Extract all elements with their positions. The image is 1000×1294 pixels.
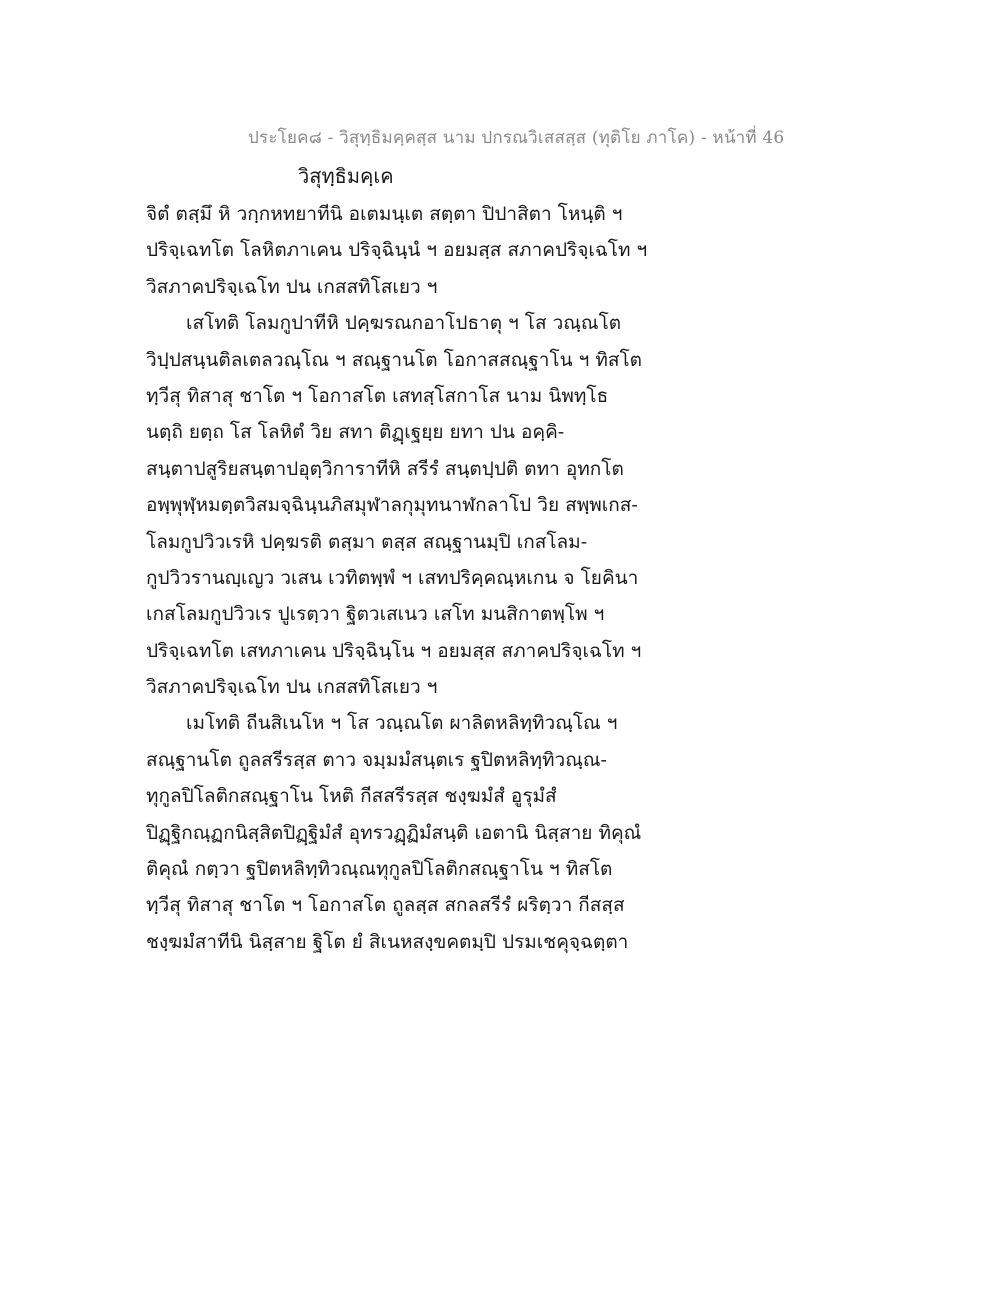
- text-line: วิสภาคปริจฺเฉโท ปน เกสสทิโสเยว ฯ: [146, 676, 438, 699]
- text-line: ชงฺฆมํสาทีนิ นิสฺสาย ฐิโต ยํ สิเนหสงฺขคตมฺปิ ปรมเชคุจฺฉตฺตา: [146, 930, 629, 953]
- page-subtitle: วิสุทฺธิมคฺเค: [298, 164, 394, 188]
- text-line: วิสภาคปริจฺเฉโท ปน เกสสทิโสเยว ฯ: [146, 275, 438, 298]
- paragraph-start-line: เสโทติ โลมกูปาทีหิ ปคฺฆรณกอาโปธาตุ ฯ โส วณฺณโต: [186, 312, 622, 335]
- text-line: กูปวิวรานญฺเญว วเสน เวทิตพฺพํ ฯ เสทปริคฺคณฺหเกน จ โยคินา: [146, 566, 639, 589]
- text-line: วิปฺปสนฺนติลเตลวณฺโณ ฯ สณฺฐานโต โอกาสสณฺฐาโน ฯ ทิสโต: [146, 348, 643, 371]
- text-line: สณฺฐานโต ถูลสรีรสฺส ตาว จมฺมมํสนฺตเร ฐปิตหลิทฺทิวณฺณ-: [146, 748, 607, 771]
- text-line: ทฺวีสุ ทิสาสุ ชาโต ฯ โอกาสโต เสทสฺโสกาโส นาม นิพทฺโธ: [146, 384, 609, 407]
- text-line: จิตํ ตสฺมึ หิ วกฺกหทยาทีนิ อเตมนฺเต สตฺตา ปิปาสิตา โหนฺติ ฯ: [146, 203, 623, 225]
- text-line: ปิฏฺฐิกณฺฏกนิสฺสิตปิฏฺฐิมํสํ อุทรวฏฺฏิมํสนฺติ เอตานิ นิสฺสาย ทิคุณํ: [146, 821, 642, 844]
- text-line: เกสโลมกูปวิวเร ปูเรตฺวา ฐิตวเสเนว เสโท มนสิกาตพฺโพ ฯ: [146, 603, 605, 626]
- paragraph-start-line: เมโทติ ถีนสิเนโห ฯ โส วณฺณโต ผาลิตหลิทฺทิวณฺโณ ฯ: [186, 712, 618, 735]
- text-line: อพฺพุฬฺหมตฺตวิสมจฺฉินฺนภิสมุฬาลกุมุทนาฬกลาโป วิย สพฺพเกส-: [146, 494, 638, 517]
- text-line: ปริจฺเฉทโต เสทภาเคน ปริจฺฉินฺโน ฯ อยมสฺส สภาคปริจฺเฉโท ฯ: [146, 639, 642, 662]
- running-header: ประโยค๘ - วิสุทฺธิมคฺคสฺส นาม ปกรณวิเสสสฺส (ทุติโย ภาโค) - หน้าที่ 46: [248, 128, 785, 148]
- text-line: ติคุณํ กตฺวา ฐปิตหลิทฺทิวณฺณทุกูลปิโลติกสณฺฐาโน ฯ ทิสโต: [146, 858, 613, 881]
- text-line: ทุกูลปิโลติกสณฺฐาโน โหติ กีสสรีรสฺส ชงฺฆมํสํ อูรุมํสํ: [146, 785, 557, 808]
- body-text: [146, 196, 686, 960]
- text-line: ทฺวีสุ ทิสาสุ ชาโต ฯ โอกาสโต ถูลสฺส สกลสรีรํ ผริตฺวา กีสสฺส: [146, 894, 625, 917]
- text-line: นตฺถิ ยตฺถ โส โลหิตํ วิย สทา ติฏฺเฐยฺย ยทา ปน อคฺคิ-: [146, 421, 565, 444]
- text-line: โลมกูปวิวเรหิ ปคฺฆรติ ตสฺมา ตสฺส สณฺฐานมฺปิ เกสโลม-: [146, 530, 588, 553]
- text-line: สนฺตาปสูริยสนฺตาปอุตฺวิการาทีหิ สรีรํ สนฺตปฺปติ ตทา อุทกโต: [146, 457, 624, 480]
- text-line: ปริจฺเฉทโต โลหิตภาเคน ปริจฺฉินฺนํ ฯ อยมสฺส สภาคปริจฺเฉโท ฯ: [146, 239, 648, 262]
